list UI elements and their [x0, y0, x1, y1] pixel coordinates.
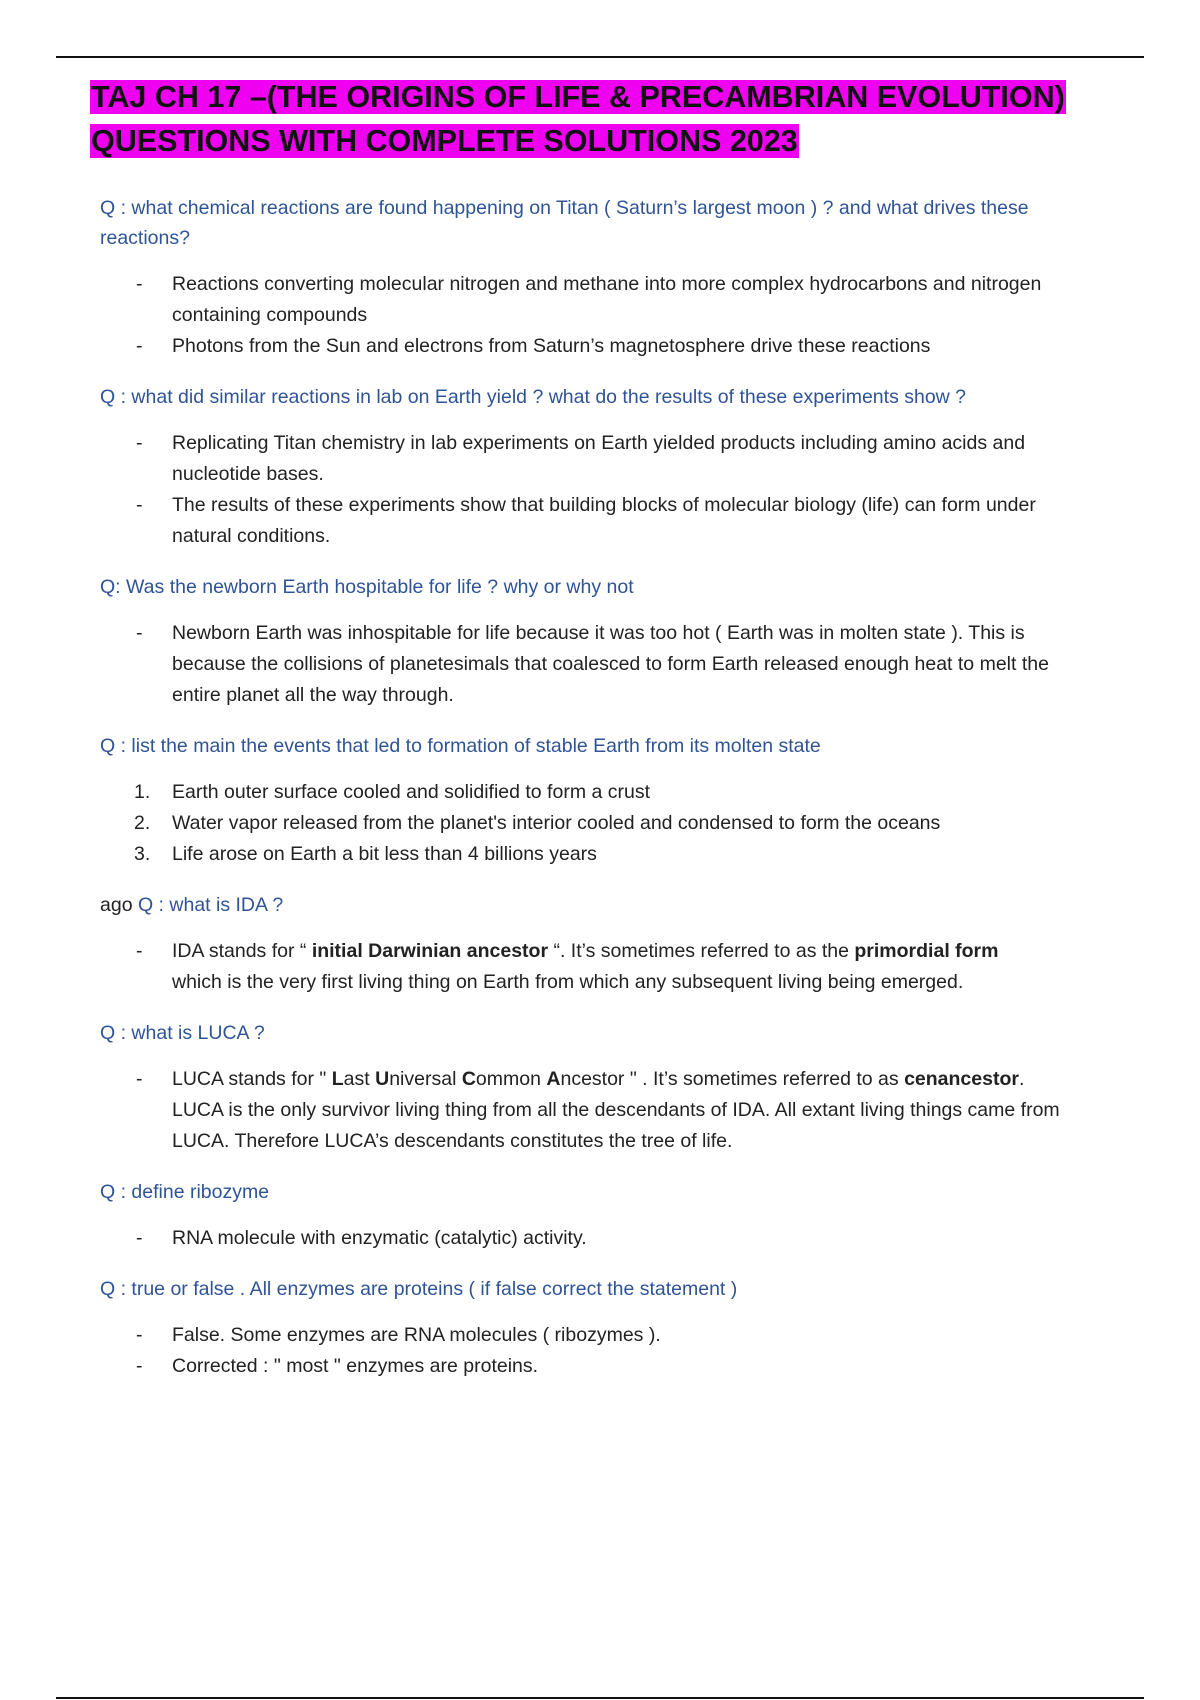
answer-text: The results of these experiments show that building blocks of molecular biology (life) can form under natural conditions.: [172, 494, 1036, 547]
bold-term: initial Darwinian ancestor: [311, 940, 549, 962]
bullet-marker: -: [136, 1068, 143, 1090]
list-item: [90, 618, 1052, 711]
answer-text: Life arose on Earth a bit less than 4 billions years: [172, 843, 597, 865]
text-segment: LUCA stands for ": [172, 1068, 327, 1090]
document-body: [90, 75, 1110, 1402]
answer-list-luca: [90, 1064, 1110, 1157]
title-line-2: QUESTIONS WITH COMPLETE SOLUTIONS 2023: [91, 124, 798, 158]
answer-text: [172, 940, 999, 993]
bullet-marker: -: [136, 432, 143, 454]
list-item: [90, 490, 1052, 552]
list-item: [90, 1351, 1052, 1382]
text-segment: IDA stands for “: [172, 940, 307, 962]
list-item: [90, 269, 1052, 331]
answer-text: Water vapor released from the planet's interior cooled and condensed to form the oceans: [172, 812, 941, 834]
question-luca: Q : what is LUCA ?: [100, 1022, 265, 1044]
bold-letter: U: [375, 1068, 390, 1090]
number-marker: 1.: [134, 781, 151, 803]
answer-list-enzymes: [90, 1320, 1110, 1382]
text-segment: which is the very first living thing on Earth from which any subsequent living being emerged.: [172, 971, 964, 993]
answer-list-newborn: [90, 618, 1110, 711]
answer-text: Replicating Titan chemistry in lab experiments on Earth yielded products including amino acids and nucleotide bases.: [172, 432, 1026, 485]
bullet-marker: -: [136, 1227, 143, 1249]
answer-text: Corrected : " most " enzymes are proteins.: [172, 1355, 539, 1377]
bold-term: cenancestor: [904, 1068, 1019, 1090]
list-item: [90, 808, 1052, 839]
bullet-marker: -: [136, 335, 143, 357]
list-item: [90, 1223, 1052, 1254]
answer-text: RNA molecule with enzymatic (catalytic) activity.: [172, 1227, 587, 1249]
question-enzymes: Q : true or false . All enzymes are proteins ( if false correct the statement ): [100, 1278, 738, 1300]
list-item: [90, 1064, 1072, 1157]
text-segment: ast: [343, 1068, 370, 1090]
bottom-rule: [56, 1697, 1144, 1699]
number-marker: 3.: [134, 843, 151, 865]
bullet-marker: -: [136, 494, 143, 516]
bold-letter: L: [331, 1068, 344, 1090]
question-ida: Q : what is IDA ?: [137, 894, 284, 916]
answer-list-ida: [90, 936, 1110, 998]
bullet-marker: -: [136, 1355, 143, 1377]
list-item: [90, 777, 1052, 808]
answer-list-lab: [90, 428, 1110, 552]
list-item: [90, 428, 1052, 490]
answer-list-ribozyme: [90, 1223, 1110, 1254]
bullet-marker: -: [136, 273, 143, 295]
question-ribozyme: Q : define ribozyme: [100, 1181, 270, 1203]
bold-term: primordial form: [854, 940, 999, 962]
answer-text: Reactions converting molecular nitrogen and methane into more complex hydrocarbons and nitrogen containing compounds: [172, 273, 1042, 326]
top-rule: [56, 56, 1144, 58]
bold-letter: C: [461, 1068, 476, 1090]
answer-text: False. Some enzymes are RNA molecules ( ribozymes ).: [172, 1324, 661, 1346]
answer-text: Photons from the Sun and electrons from Saturn’s magnetosphere drive these reactions: [172, 335, 931, 357]
list-item: [90, 1320, 1052, 1351]
answer-text: Newborn Earth was inhospitable for life because it was too hot ( Earth was in molten state ). This is because the collisions of planetesimals that coalesced to form Earth released enough heat to melt the entire planet all the way through.: [172, 622, 1049, 706]
list-item: [90, 839, 1052, 870]
lead-text-ago: ago: [100, 894, 133, 916]
list-item: [90, 331, 1052, 362]
number-marker: 2.: [134, 812, 151, 834]
text-segment: niversal: [389, 1068, 457, 1090]
text-segment: “. It’s sometimes referred to as the: [553, 940, 849, 962]
answer-text: Earth outer surface cooled and solidified to form a crust: [172, 781, 650, 803]
question-newborn-earth: Q: Was the newborn Earth hospitable for life ? why or why not: [100, 576, 634, 598]
bullet-marker: -: [136, 622, 143, 644]
bullet-marker: -: [136, 1324, 143, 1346]
answer-text: [172, 1068, 1060, 1152]
question-lab-reactions: Q : what did similar reactions in lab on Earth yield ? what do the results of these experiments show ?: [100, 386, 967, 408]
text-segment: . LUCA is the only survivor living thing from all the descendants of IDA. All extant living things came from LUCA. Therefore LUCA’s descendants constitutes the tree of life.: [172, 1068, 1060, 1152]
title-line-1: TAJ CH 17 –(THE ORIGINS OF LIFE & PRECAMBRIAN EVOLUTION): [91, 80, 1065, 114]
question-stable-earth-events: Q : list the main the events that led to formation of stable Earth from its molten state: [100, 735, 821, 757]
answer-list-events: [90, 777, 1110, 870]
question-titan-reactions: Q : what chemical reactions are found happening on Titan ( Saturn’s largest moon ) ? and what drives these reactions?: [100, 197, 1029, 249]
list-item: [90, 936, 1052, 998]
page-title: [90, 75, 1110, 163]
bullet-marker: -: [136, 940, 143, 962]
bold-letter: A: [546, 1068, 561, 1090]
answer-list-titan: [90, 269, 1110, 362]
text-segment: ommon: [475, 1068, 541, 1090]
question-ida-line: [100, 890, 1110, 920]
text-segment: ncestor " . It’s sometimes referred to as: [560, 1068, 899, 1090]
